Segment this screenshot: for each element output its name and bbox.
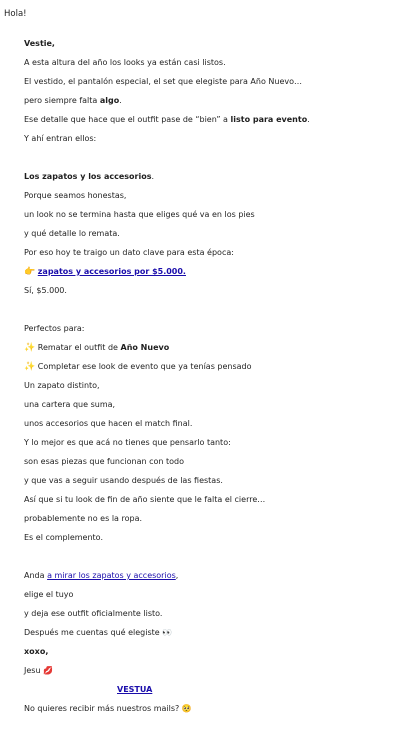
greeting: Hola! — [4, 9, 27, 19]
paragraph: Anda a mirar los zapatos y accesorios, — [24, 571, 179, 580]
spacer — [24, 551, 384, 570]
paragraph: Un zapato distinto, — [24, 381, 100, 390]
paragraph: A esta altura del año los looks ya están casi listos. — [24, 58, 226, 67]
section-heading: Los zapatos y los accesorios. — [24, 172, 155, 181]
email-body — [24, 38, 384, 684]
paragraph: y deja ese outfit oficialmente listo. — [24, 609, 163, 618]
paragraph: un look no se termina hasta que eliges qué va en los pies — [24, 210, 255, 219]
salutation: Vestie, — [24, 39, 55, 48]
bullet-item: ✨ Completar ese look de evento que ya tenías pensado — [24, 362, 252, 372]
pointing-hand-icon: 👉 — [24, 267, 36, 277]
paragraph: Sí, $5.000. — [24, 286, 67, 295]
signoff: xoxo, — [24, 647, 49, 656]
paragraph: Y lo mejor es que acá no tienes que pensarlo tanto: — [24, 438, 231, 447]
paragraph: y qué detalle lo remata. — [24, 229, 120, 238]
signature: Jesu 💋 — [24, 666, 54, 675]
paragraph: Por eso hoy te traigo un dato clave para esta época: — [24, 248, 234, 257]
shop-accessories-link[interactable]: a mirar los zapatos y accesorios — [47, 571, 176, 580]
paragraph: elige el tuyo — [24, 590, 74, 599]
paragraph: pero siempre falta algo. — [24, 96, 122, 105]
paragraph: y que vas a seguir usando después de las fiestas. — [24, 476, 223, 485]
paragraph: unos accesorios que hacen el match final. — [24, 419, 193, 428]
paragraph: Y ahí entran ellos: — [24, 134, 97, 143]
paragraph: Así que si tu look de fin de año siente que le falta el cierre… — [24, 495, 266, 504]
paragraph: una cartera que suma, — [24, 400, 116, 409]
spacer — [24, 304, 384, 323]
paragraph: Perfectos para: — [24, 324, 85, 333]
unsubscribe-text: No quieres recibir más nuestros mails? 🥺 — [24, 704, 192, 713]
paragraph: probablemente no es la ropa. — [24, 514, 143, 523]
paragraph: son esas piezas que funcionan con todo — [24, 457, 184, 466]
promo-link-row — [24, 266, 384, 285]
sparkles-icon: ✨ — [24, 343, 36, 353]
paragraph: El vestido, el pantalón especial, el set que elegiste para Año Nuevo… — [24, 77, 302, 86]
bullet-item: ✨ Rematar el outfit de Año Nuevo — [24, 343, 170, 353]
paragraph: Es el complemento. — [24, 533, 103, 542]
sparkles-icon: ✨ — [24, 362, 36, 372]
paragraph: Ese detalle que hace que el outfit pase de “bien” a listo para evento. — [24, 115, 310, 124]
brand-link[interactable]: VESTUA — [117, 685, 153, 694]
paragraph: Después me cuentas qué elegiste 👀 — [24, 628, 173, 637]
spacer — [24, 152, 384, 171]
paragraph: Porque seamos honestas, — [24, 191, 127, 200]
promo-link[interactable]: zapatos y accesorios por $5.000. — [37, 267, 186, 276]
